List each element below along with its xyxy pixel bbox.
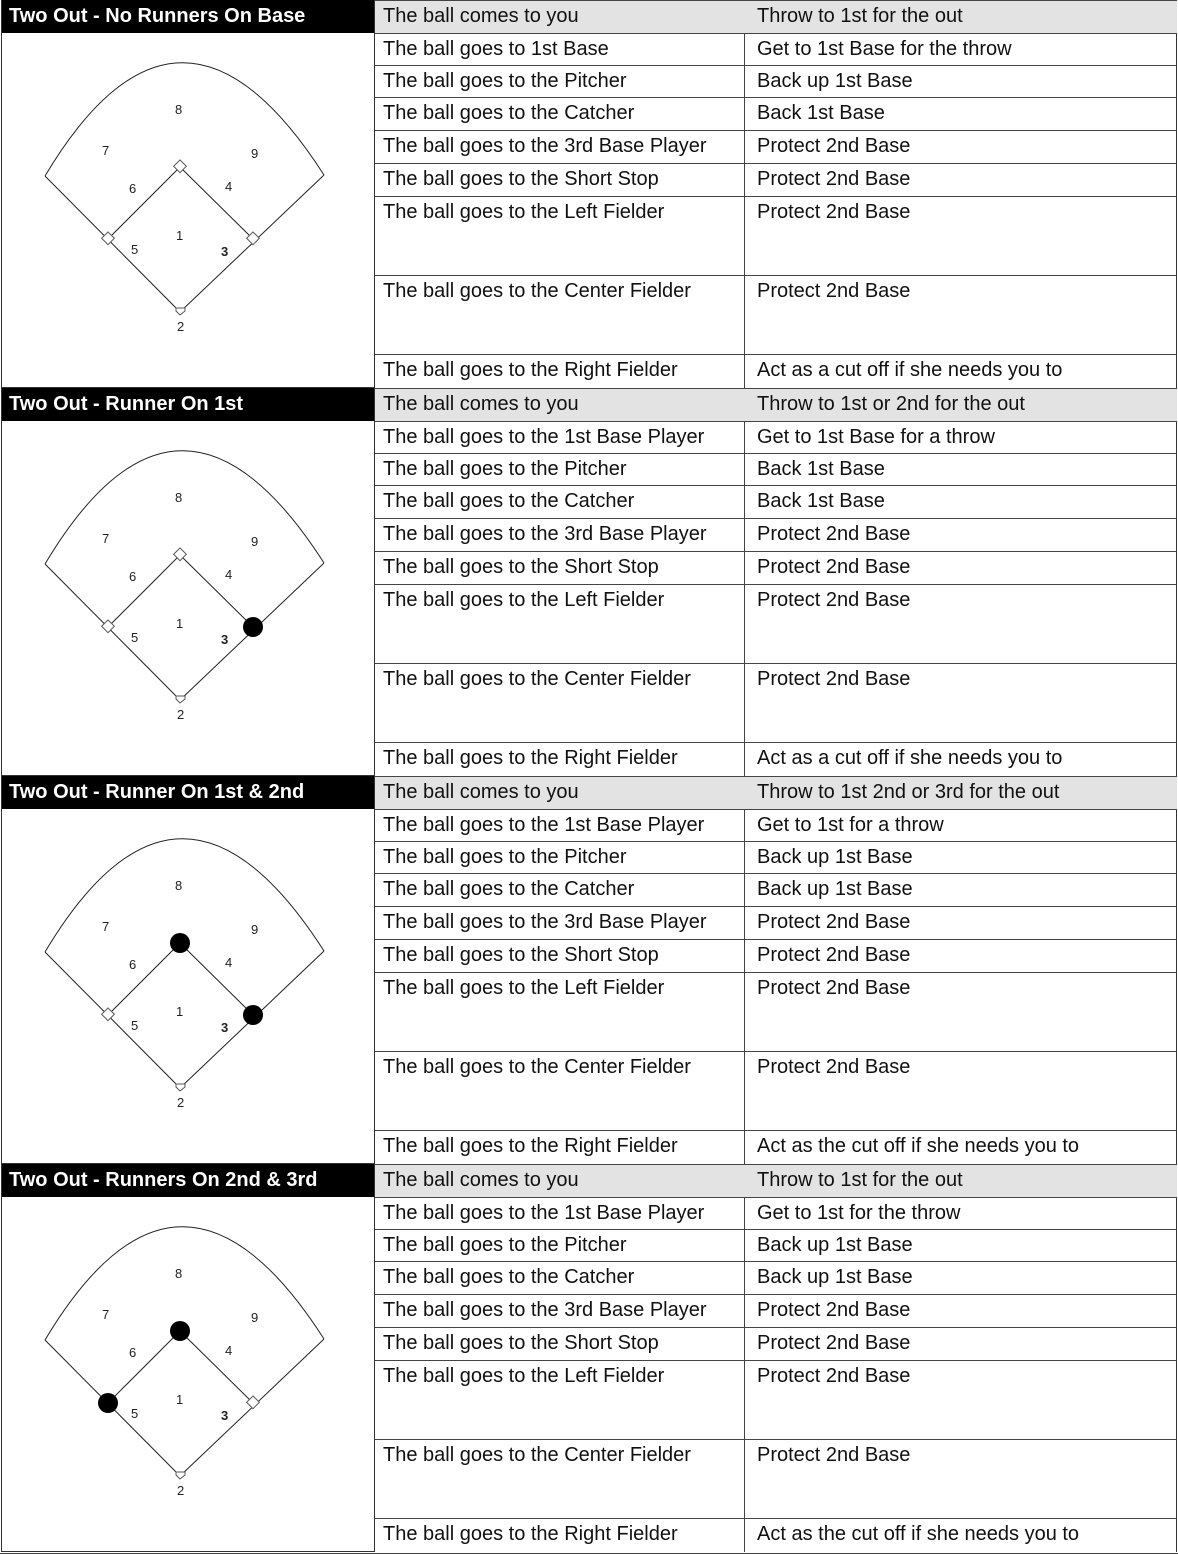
action-cell: Act as the cut off if she needs you to	[757, 1523, 1080, 1545]
situation-cell: The ball goes to the Catcher	[383, 878, 635, 900]
situation-cell: The ball goes to the Catcher	[383, 102, 635, 124]
situation-cell: The ball goes to the Catcher	[383, 1266, 635, 1288]
outfield-fence	[45, 63, 324, 176]
diagram-panel	[1, 1164, 374, 1552]
position-label-7: 7	[102, 531, 110, 546]
home-plate	[176, 696, 185, 703]
action-cell: Back up 1st Base	[757, 878, 913, 900]
situation-section-3	[0, 776, 1178, 1164]
situation-cell: The ball goes to the Short Stop	[383, 944, 659, 966]
situation-row-catcher	[375, 97, 1177, 130]
position-label-8: 8	[175, 878, 183, 893]
position-label-7: 7	[102, 1307, 110, 1322]
situation-table	[374, 776, 1177, 1164]
situation-row-first-base	[375, 809, 1177, 841]
situation-row-short-stop	[375, 551, 1177, 584]
situation-row-right-fielder	[375, 1130, 1177, 1164]
runner-second	[170, 1321, 190, 1341]
situation-section-1	[0, 0, 1178, 388]
situation-row-comes-to-you	[375, 388, 1177, 421]
situation-row-catcher	[375, 873, 1177, 906]
position-label-6: 6	[129, 957, 137, 972]
basepath-2nd-1st	[180, 943, 253, 1015]
position-label-4: 4	[225, 955, 233, 970]
situation-row-third-base	[375, 518, 1177, 551]
runner-first	[243, 1005, 263, 1025]
action-cell: Throw to 1st for the out	[757, 1169, 963, 1191]
situation-row-short-stop	[375, 1327, 1177, 1360]
situation-cell: The ball goes to the Short Stop	[383, 168, 659, 190]
situation-table	[374, 388, 1177, 776]
situation-row-center-fielder	[375, 1439, 1177, 1518]
home-plate	[176, 1472, 185, 1479]
diagram-panel	[1, 776, 374, 1164]
situation-cell: The ball goes to the Center Fielder	[383, 1444, 691, 1466]
base-third	[102, 232, 115, 245]
home-plate	[176, 1084, 185, 1091]
position-label-1: 1	[176, 1392, 184, 1407]
action-cell: Get to 1st for the throw	[757, 1202, 961, 1224]
position-label-2: 2	[177, 1095, 185, 1110]
section-title: Two Out - No Runners On Base	[2, 0, 375, 33]
outfield-fence	[45, 451, 324, 564]
action-cell: Protect 2nd Base	[757, 668, 911, 690]
position-label-8: 8	[175, 1266, 183, 1281]
position-label-5: 5	[131, 1406, 139, 1421]
position-label-4: 4	[225, 179, 233, 194]
action-cell: Throw to 1st or 2nd for the out	[757, 393, 1025, 415]
position-label-9: 9	[251, 1310, 259, 1325]
situation-cell: The ball goes to the 1st Base Player	[383, 1202, 705, 1224]
basepath-2nd-1st	[180, 167, 253, 239]
situation-cell: The ball goes to the Short Stop	[383, 556, 659, 578]
basepath-2nd-1st	[180, 1331, 253, 1403]
situation-cell: The ball goes to the Pitcher	[383, 458, 627, 480]
situation-cell: The ball goes to the 3rd Base Player	[383, 135, 707, 157]
situation-row-third-base	[375, 130, 1177, 163]
position-label-8: 8	[175, 102, 183, 117]
situation-cell: The ball goes to the Pitcher	[383, 70, 627, 92]
situation-row-comes-to-you	[375, 776, 1177, 809]
basepath-3rd-2nd	[108, 167, 180, 239]
left-foul-line	[45, 952, 180, 1088]
situation-row-center-fielder	[375, 275, 1177, 354]
situation-row-first-base	[375, 421, 1177, 453]
situation-row-catcher	[375, 485, 1177, 518]
position-label-1: 1	[176, 228, 184, 243]
basepath-3rd-2nd	[108, 555, 180, 627]
situation-cell: The ball comes to you	[383, 781, 579, 803]
situation-row-left-fielder	[375, 1360, 1177, 1439]
situation-row-right-fielder	[375, 1518, 1177, 1552]
action-cell: Get to 1st for a throw	[757, 814, 944, 836]
position-label-5: 5	[131, 630, 139, 645]
position-label-6: 6	[129, 569, 137, 584]
position-label-3: 3	[221, 244, 229, 259]
position-label-2: 2	[177, 1483, 185, 1498]
action-cell: Throw to 1st 2nd or 3rd for the out	[757, 781, 1060, 803]
position-label-2: 2	[177, 707, 185, 722]
situation-row-right-fielder	[375, 742, 1177, 776]
situation-cell: The ball goes to the Short Stop	[383, 1332, 659, 1354]
action-cell: Throw to 1st for the out	[757, 5, 963, 27]
situation-cell: The ball goes to the Right Fielder	[383, 359, 678, 381]
diagram-panel	[1, 388, 374, 776]
position-label-6: 6	[129, 181, 137, 196]
situation-cell: The ball goes to the Catcher	[383, 490, 635, 512]
basepath-2nd-1st	[180, 555, 253, 627]
position-label-3: 3	[221, 1408, 229, 1423]
field-diagram	[32, 428, 352, 738]
situation-row-left-fielder	[375, 972, 1177, 1051]
left-foul-line	[45, 176, 180, 312]
situation-cell: The ball goes to the 3rd Base Player	[383, 911, 707, 933]
action-cell: Get to 1st Base for the throw	[757, 38, 1012, 60]
action-cell: Back up 1st Base	[757, 70, 913, 92]
action-cell: Protect 2nd Base	[757, 523, 911, 545]
action-cell: Get to 1st Base for a throw	[757, 426, 995, 448]
situation-row-short-stop	[375, 939, 1177, 972]
position-label-5: 5	[131, 1018, 139, 1033]
action-cell: Back up 1st Base	[757, 846, 913, 868]
situation-table	[374, 0, 1177, 388]
situation-cell: The ball goes to the Left Fielder	[383, 977, 665, 999]
situation-section-4	[0, 1164, 1178, 1552]
situation-cell: The ball goes to the Left Fielder	[383, 589, 665, 611]
field-diagram	[32, 816, 352, 1126]
situation-cell: The ball goes to the Right Fielder	[383, 747, 678, 769]
position-label-6: 6	[129, 1345, 137, 1360]
base-first	[247, 232, 260, 245]
section-title: Two Out - Runners On 2nd & 3rd	[2, 1164, 375, 1197]
situation-cell: The ball goes to the Center Fielder	[383, 668, 691, 690]
situation-cell: The ball goes to 1st Base	[383, 38, 609, 60]
situation-row-pitcher	[375, 841, 1177, 873]
situation-cell: The ball goes to the Left Fielder	[383, 1365, 665, 1387]
position-label-9: 9	[251, 534, 259, 549]
situation-row-third-base	[375, 1294, 1177, 1327]
action-cell: Protect 2nd Base	[757, 135, 911, 157]
situation-row-catcher	[375, 1261, 1177, 1294]
position-label-3: 3	[221, 632, 229, 647]
action-cell: Back 1st Base	[757, 102, 885, 124]
action-cell: Protect 2nd Base	[757, 280, 911, 302]
situation-cell: The ball goes to the Pitcher	[383, 1234, 627, 1256]
action-cell: Act as the cut off if she needs you to	[757, 1135, 1080, 1157]
left-foul-line	[45, 564, 180, 700]
situation-cell: The ball comes to you	[383, 1169, 579, 1191]
situation-cell: The ball goes to the 1st Base Player	[383, 426, 705, 448]
situation-cell: The ball goes to the Left Fielder	[383, 201, 665, 223]
situation-cell: The ball goes to the 3rd Base Player	[383, 1299, 707, 1321]
position-label-9: 9	[251, 922, 259, 937]
position-label-9: 9	[251, 146, 259, 161]
action-cell: Protect 2nd Base	[757, 977, 911, 999]
situation-cell: The ball goes to the Center Fielder	[383, 280, 691, 302]
action-cell: Protect 2nd Base	[757, 168, 911, 190]
base-first	[247, 1396, 260, 1409]
runner-second	[170, 933, 190, 953]
action-cell: Protect 2nd Base	[757, 589, 911, 611]
action-cell: Act as a cut off if she needs you to	[757, 747, 1063, 769]
position-label-7: 7	[102, 143, 110, 158]
situation-cell: The ball goes to the Right Fielder	[383, 1523, 678, 1545]
situation-cell: The ball comes to you	[383, 393, 579, 415]
situation-row-pitcher	[375, 453, 1177, 485]
situation-row-short-stop	[375, 163, 1177, 196]
action-cell: Protect 2nd Base	[757, 1299, 911, 1321]
position-label-7: 7	[102, 919, 110, 934]
field-diagram	[32, 1204, 352, 1514]
diagram-panel	[1, 0, 374, 388]
situation-row-left-fielder	[375, 196, 1177, 275]
situation-cell: The ball goes to the 3rd Base Player	[383, 523, 707, 545]
action-cell: Back up 1st Base	[757, 1234, 913, 1256]
runner-first	[243, 617, 263, 637]
basepath-3rd-2nd	[108, 943, 180, 1015]
section-title: Two Out - Runner On 1st & 2nd	[2, 776, 375, 809]
position-label-8: 8	[175, 490, 183, 505]
runner-third	[98, 1393, 118, 1413]
position-label-5: 5	[131, 242, 139, 257]
home-plate	[176, 308, 185, 315]
action-cell: Protect 2nd Base	[757, 556, 911, 578]
position-label-4: 4	[225, 567, 233, 582]
basepath-3rd-2nd	[108, 1331, 180, 1403]
situation-row-first-base	[375, 33, 1177, 65]
action-cell: Act as a cut off if she needs you to	[757, 359, 1063, 381]
situation-row-right-fielder	[375, 354, 1177, 388]
field-diagram	[32, 40, 352, 350]
position-label-1: 1	[176, 616, 184, 631]
situation-cell: The ball goes to the Center Fielder	[383, 1056, 691, 1078]
action-cell: Protect 2nd Base	[757, 201, 911, 223]
position-label-3: 3	[221, 1020, 229, 1035]
situation-row-center-fielder	[375, 1051, 1177, 1130]
situation-table	[374, 1164, 1177, 1552]
situation-row-comes-to-you	[375, 0, 1177, 33]
situation-cell: The ball goes to the 1st Base Player	[383, 814, 705, 836]
situation-cell: The ball goes to the Right Fielder	[383, 1135, 678, 1157]
action-cell: Protect 2nd Base	[757, 1444, 911, 1466]
situation-row-center-fielder	[375, 663, 1177, 742]
situation-row-comes-to-you	[375, 1164, 1177, 1197]
section-title: Two Out - Runner On 1st	[2, 388, 375, 421]
action-cell: Protect 2nd Base	[757, 1365, 911, 1387]
action-cell: Back 1st Base	[757, 458, 885, 480]
action-cell: Protect 2nd Base	[757, 1332, 911, 1354]
position-label-1: 1	[176, 1004, 184, 1019]
action-cell: Protect 2nd Base	[757, 1056, 911, 1078]
action-cell: Protect 2nd Base	[757, 911, 911, 933]
action-cell: Back up 1st Base	[757, 1266, 913, 1288]
situation-row-pitcher	[375, 1229, 1177, 1261]
position-label-4: 4	[225, 1343, 233, 1358]
action-cell: Back 1st Base	[757, 490, 885, 512]
situation-row-third-base	[375, 906, 1177, 939]
situation-row-first-base	[375, 1197, 1177, 1229]
situation-section-2	[0, 388, 1178, 776]
situation-cell: The ball comes to you	[383, 5, 579, 27]
situation-row-left-fielder	[375, 584, 1177, 663]
position-label-2: 2	[177, 319, 185, 334]
action-cell: Protect 2nd Base	[757, 944, 911, 966]
situation-cell: The ball goes to the Pitcher	[383, 846, 627, 868]
situation-row-pitcher	[375, 65, 1177, 97]
